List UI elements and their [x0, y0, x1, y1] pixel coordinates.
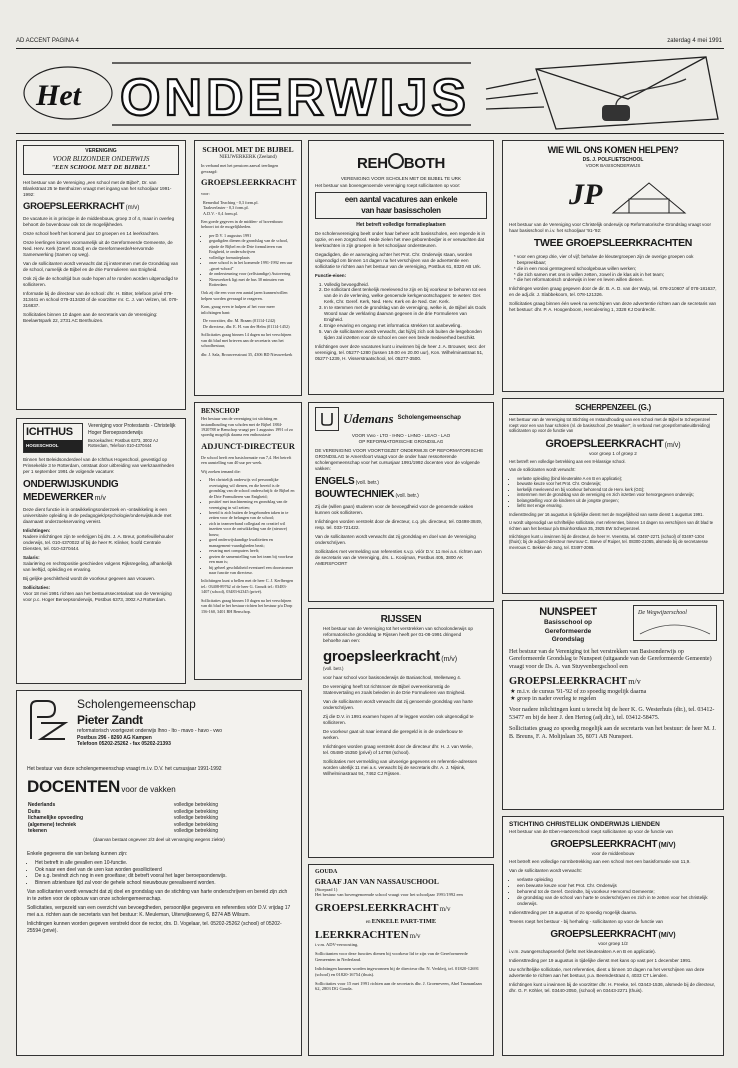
ad-scherpenzeel	[502, 398, 724, 594]
ad12-job2-suffix: m/v	[409, 932, 421, 941]
ad-benschop	[194, 402, 302, 680]
list-item: ★ groep in nader overleg te regelen	[517, 696, 717, 704]
list-item: • belangstelling voor de kinderen uit de jongste groepen;	[517, 498, 717, 503]
list-item: • Ook naar een deel van de uren kan worden gesolliciteerd	[35, 867, 291, 874]
ad5-sal-label: Salaris:	[23, 554, 40, 560]
list-item: • kerkelijk meelevend en bij voorkeur behorend tot de Herv. kerk (GG);	[517, 487, 717, 492]
ad3-text-3: Inlichtingen over deze vacatures kunt u inwinnen bij de heer J. A. Brouwer, secr. der vereniging, tel. 05277-1280 (tussen 19.00 en 20.00 uur), Kon. Wilhelminastraat 51, 05277-1239, H. Visserstraatschool, tel. 05277-3500.	[315, 344, 486, 362]
list-item: • gegadigden dienen de grondslag van de school, zijnde de Bijbel en de Drie formulieren van Enigheid, te onderschrijven	[209, 238, 295, 254]
ad13-text-1: Het betreft een volledige normbetrekking aan een school met een basisformatie van 11,9.	[509, 859, 691, 865]
ad1-job-title: GROEPSLEERKRACHT	[23, 200, 125, 212]
ad13-group: voor de middenbouw	[591, 851, 635, 857]
list-item: • bij geheel geschiktheid eventueel een doorstromer naar functie van directeur.	[209, 565, 295, 576]
school-building-icon	[609, 173, 689, 217]
list-item: • Het betreft in alle gevallen een 10-functie.	[35, 860, 291, 867]
list-item: • De s.g. bevindt zich nog in een groeifase; dit betreft vooral het lager beroepsonderwijs.	[35, 873, 291, 880]
ad5-text-2: Bij gelijke geschiktheid wordt de voorkeur gegeven aan vrouwen.	[23, 575, 156, 581]
list-item: * die in een mooi geïntegreerd schoolgebouw willen werken;	[517, 266, 717, 272]
ad10-text-5: De voorkeur gaat uit naar iemand die geregeld is in de onderbouw te werken.	[323, 728, 463, 740]
list-item: • per D.V. 1 augustus 1991	[209, 233, 295, 238]
ad9-vak-note: (daarvan bestaat ongeveer 2/3 deel uit vervanging wegens ziekte)	[93, 836, 225, 842]
ad-een-school-met-de-bijbel	[16, 140, 186, 410]
ad12-text-3: Inlichtingen kunnen worden ingewonnen bij de directeur dhr. N. Verkleij, tel. 01820-12691 (school) en 01820-16754 (thuis).	[315, 965, 480, 977]
ad13-text-8: Inlichtingen kunt u inwinnen bij de voorzitter dhr. H. Freeke, tel. 03443-1536, alsmede bij de directeur, dhr. G. F. Köhler, tel. 03440-2050, (school) en 03443-2271 (thuis).	[509, 981, 716, 993]
ad7-job2-suffix: (voll. betr.)	[395, 492, 419, 499]
ad2-vak-list	[201, 200, 295, 216]
list-item: • behorend tot de Geref. Gezindte, bij voorkeur Hervormd Gemeente;	[517, 889, 717, 895]
ad11-school3: Grondslag	[551, 636, 585, 644]
ad13-text-5: i.v.m. zwangerschapsverlof (liefst met kleuterakten A en B en applicatie).	[509, 949, 656, 955]
ad1-text-7: Sollicitaties binnen 10 dagen aan de secretaris van de Vereniging: Beelaertspark 22, 2731 AC Benthuizen.	[23, 311, 158, 323]
ad9-text-4: Inlichtingen kunnen worden gegeven verstrekt door de rector, drs. D. Vogelaar, tel. 05202-25262 (school) of 05202-25594 (privé).	[27, 921, 282, 934]
ad5-intro: Binnen het Beleidsonderdeel van de Ichthus Hogeschool, gevestigd op Prinsekelde 3 te Rotterdam, ontstaat door uitbreiding van werkzaamheden per 1 september 1991 de volgende vacature:	[23, 457, 175, 475]
ad5-job-suffix: m/v	[94, 495, 106, 503]
ad1-text-4: Van de sollicitanten wordt verwacht dat zij instemmen met de Grondslag van de school, namelijk de Bijbel en de drie Formulieren van Enigheid.	[23, 261, 179, 273]
list-item: 2. De sollicitant dient tenkelijk meelevend te zijn en bij voorkeur te behoren tot een van de in de verlening, welke genoemde kerkgenootschappen: te weten: Ger. Kerk, Chr. Geref. Kerk, Ned. Herv. Kerk en de Ned. Ger. Kerk.	[324, 287, 487, 305]
ad9-phone: Telefoon 05202-25262 - fax 05202-21393	[77, 741, 171, 748]
ad11-intro: Het bestuur van de Vereniging tot het verstrekken van Basisonderwijs op Gereformeerde Grondslag te Nunspeet (uitgaande van de Gereformeerde Gemeente) vraagt voor de Ds. A. van Stuyvenbergschool een	[509, 648, 712, 671]
ad5-org: ICHTHUS	[26, 426, 73, 438]
list-item: • zich in teamverband collegiaal en creatief wil inzetten voor de ontwikkeling van de (nieuwe) bouw;	[209, 521, 295, 537]
ad6-text-1: De school heeft een basisformatie van 7,4. Het betreft een aanstelling van 40 uur per week.	[201, 454, 292, 466]
ad6-text-2: Wij zoeken iemand die:	[201, 468, 241, 474]
ad9-bullets	[27, 860, 291, 886]
ad3-text-1: De scholenvereniging beelt onder haar beheer acht basisscholen, een regende is in opzie, en een zorgschool. Hede zielen het mee geborenbedjer is er verwachten dat leerkrachten in zijn groepen in het schooljaar ondersteunen.	[315, 230, 486, 248]
list-item: • gezien de samenstelling van het team bij voorkeur een man is;	[209, 554, 295, 565]
ad13-group2: voor groep 1/2	[598, 941, 628, 947]
envelope-icon	[486, 57, 718, 129]
list-item: • de grondslag van de school van harte te onderschrijven en zich in te zetten voor het christelijk onderwijs.	[517, 895, 717, 907]
ad2-contacts	[201, 318, 295, 329]
list-item: A.D.V. - 0,4 form.pl.	[203, 210, 238, 216]
ad8-group: voor groep 1 of groep 2	[589, 451, 637, 457]
ad13-job-suffix: (M/V)	[658, 842, 676, 850]
ad6-intro: Het bestuur van de vereniging tot stichting en instandhouding van scholen met de Bijbel 1884-1920788 te Benschop vraagt per 1 augustus 1991 of zo spoedig mogelijk daarna een enthousiaste	[201, 416, 293, 438]
ad-lienden	[502, 816, 724, 1056]
ad10-title: RIJSSEN	[380, 614, 422, 625]
ad1-text-6: Informatie bij de directeur van de school: dhr. H. Bitter, telefoon privé 079-313441 en school 079-313430 of de voorzitter mr. C. J. van Velzen, tel. 079-316837.	[23, 290, 179, 308]
ad-rijssen	[308, 608, 494, 858]
ad4-logo-text: JP	[569, 178, 603, 212]
ad9-address: Postbus 296 - 8260 AG Kampen	[77, 734, 152, 741]
ad12-sub: (Stoeprad 1)	[315, 886, 338, 892]
table-row: (algemene) techniek volledige betrekking	[28, 821, 219, 828]
ad12-job1: GROEPSLEERKRACHT	[315, 902, 439, 915]
list-item: • liefst met enige ervaring.	[517, 503, 717, 508]
ad5-text-1: Deze dient functie is in ontwikkelingsonderzoek en -ontwikkeling is een universitaire opleiding in de pedagogiek/psychologie/onderwijskunde met daarnaast onderzoekservaring vereist.	[23, 507, 172, 524]
ad8-text-5: Inlichtingen kunt u inwinnen bij de directeur, de heer H. Veenstra, tel. 03497-2271 (school) of 03497-1304 (thuis); bij de adjunct-directeur mevrouw C. Boeve of Ruiper, tel. 08300-21065, alsmede bij de secretaresse mevrouw C. Bekker-de Jong, tel. 03497-2086.	[509, 534, 709, 550]
ad13-intro: Het bestuur van de Eben-Haëzerschool roept sollicitanten op voor de functie van	[509, 829, 673, 835]
ad3-eisen-list	[315, 282, 487, 342]
ad7-logo-text: Udemans	[343, 410, 394, 426]
list-item: De voorzitter, dhr. M. Braam (01114-1242)	[203, 318, 276, 324]
list-item: • een bewuste keuze voor het Prot. Chr. Onderwijs	[517, 883, 717, 889]
ad12-text-4: Sollicitaties voor 15 mei 1991 richten aan de secretaris dhr. J. Groeneveen, Abel Tasmanlaan 62, 2803 DG Gouda.	[315, 980, 482, 992]
list-item: ★ m.i.v. de cursus '91-'92 of zo spoedig mogelijk daarna	[517, 689, 717, 697]
ad5-org-desc: Vereniging voor Protestants - Christelijk Hoger Beroepsonderwijs	[88, 423, 176, 436]
ad3-headline-box	[315, 192, 487, 219]
ad2-place: NIEUWERKERK (Zeeland)	[219, 154, 277, 160]
ad8-job-suffix: (m/v)	[664, 441, 681, 449]
list-item: • positief met inachtneming en grondslag van de vereniging in wil zetten;	[209, 499, 295, 510]
ad9-job-suffix: voor de vakken	[121, 785, 176, 795]
list-item: Remedial Teaching - 0,3 form.pl.	[203, 199, 259, 205]
ad3-logo	[315, 153, 487, 174]
ad11-job-suffix: m/v	[628, 677, 641, 686]
onderwijs-banner	[16, 48, 724, 134]
ad1-logo-line1: VERENIGING	[85, 148, 117, 154]
list-item: De directeur, dhr. E. H. van der Helm (01114-1452)	[203, 323, 290, 329]
ad11-job-title: GROEPSLEERKRACHT	[509, 676, 627, 687]
ad2-vak-label: voor:	[201, 191, 210, 197]
ad13-job-title: GROEPSLEERKRACHT	[550, 839, 658, 851]
ad3-headline-2: van haar basisscholen	[361, 205, 441, 215]
ad8-title: SCHERPENZEEL (G.)	[509, 403, 717, 415]
list-item: • instemmen met de grondslag van de vereniging en zich inzetten voor hervorgegeven onderwijs;	[517, 492, 717, 497]
ad11-logo	[633, 605, 717, 641]
list-item: * die het reformatorisch onderwijs in leer en leven willen dienen.	[517, 277, 717, 283]
ad7-name: Scholengemeenschap	[397, 415, 461, 422]
ad2-job-title: GROEPSLEERKRACHT	[201, 177, 297, 188]
ad7-job1: ENGELS	[315, 475, 355, 487]
ad1-text-5: Ook zij die de schooltijd bun oude hopen af te ronden worden uitgenodigd te solliciteren.	[23, 276, 179, 287]
ad4-school-sub: VOOR BASISONDERWIJS	[585, 163, 641, 169]
page-header	[16, 38, 722, 44]
ad3-logo-circle-icon	[388, 153, 404, 169]
list-item: 1. Volledig bevoegdheid.	[324, 282, 487, 288]
ad12-text-2: Sollicitanten voor deze functies dienen bij voorkeur lid te zijn van de Gereformeerde Gemeenten in Nederland.	[315, 951, 468, 963]
ad10-text-2: De vereniging heeft tot richtsnoer de Bijbel overeenkomstig de Statenvertaling en zoals beleden in de Drie Formulieren van Enigheid.	[323, 684, 466, 696]
list-item: • Nieuwerkerk ligt met de bus 30 minuten van Rotterdam	[209, 277, 295, 288]
list-item: * die zich samen met ons in willen zetten, zowel in de klas als in het team;	[517, 272, 717, 278]
ad8-text-2: Van de sollicitanten wordt verwacht:	[509, 467, 576, 473]
ad13-text-2: Van de sollicitanten wordt verwacht:	[509, 868, 582, 874]
ad7-text-4: Sollicitaties met vermelding van referenties s.v.p. vóór D.V. 11 mei a.s. richten aan de secretaris van de Vereniging, drs. L. Kooijman, Postbus 405, 3800 AK AMERSFOORT	[315, 548, 482, 566]
ad8-text-1: Het betreft een volledige betrekking aan een 8-klassige school.	[509, 459, 626, 465]
ad10-job-title: groepsleerkracht	[323, 647, 440, 665]
ad2-text-4: Sollicitaties graag binnen 14 dagen na het verschijnen van dit blad met brieven aan de secretaris van het schoolbestuur,	[201, 332, 292, 349]
list-item: • ervaring met computers heeft;	[209, 548, 295, 553]
ad13-text-4: Tevens roept het bestuur - bij herhaling - sollicitanten op voor de functie van	[509, 919, 663, 925]
table-row: Nederlands volledige betrekking	[28, 802, 219, 809]
ad-pieter-zandt	[16, 690, 302, 1056]
ad7-logo-icon	[315, 407, 339, 431]
ad8-intro: Het bestuur van de Vereniging tot Stichting en Instandhouding van een school met de Bijbel te Scherpenzeel roept voor een van haar scholen (nl. de basisschool „De Maaiker", in verband met groepsformatieuitbreiding) sollicitanten op voor de functie van	[509, 417, 711, 434]
ad10-job-suffix: (m/v)	[441, 655, 458, 663]
ad2-text-3: Kom, graag even te hulpen af het voor meer inlichtingen bant:	[201, 304, 275, 315]
ad3-functie-label: Functie-eisen:	[315, 272, 347, 278]
ad13-job2-title: GROEPSLEERKRACHT	[550, 929, 658, 941]
ad11-header	[509, 605, 717, 645]
ad13-text-6: Indiensttreding per 19 augustus in tijdelijke dienst met kans op vast per 1 december 1991.	[509, 958, 692, 964]
ad2-text-2: Ook zij die een voor een aantal jaren kunnen/willen helpen worden gevraagd te reageren.	[201, 290, 288, 301]
ad9-job-title: DOCENTEN	[27, 777, 120, 797]
ad11-school1: Basisschool op	[543, 619, 593, 627]
ad12-mid: ENKELE PART-TIME	[371, 917, 437, 925]
ad11-text-1: Voor nadere inlichtingen kunt u terecht bij de heer K. G. Westerhuis (dir.), tel. 03412-53477 en bij de heer J. den Hertog (adj.dir.), tel. 03412-58475.	[509, 707, 715, 722]
ad4-job-title: TWEE GROEPSLEERKRACHTEN	[533, 236, 693, 249]
ad1-logo-line3: "EEN SCHOOL MET DE BIJBEL"	[51, 163, 151, 171]
banner-graphic	[16, 49, 724, 133]
ad8-bullets	[509, 476, 717, 509]
ad7-text-3: Van de sollicitanten wordt verwacht dat zij grondslag en doel van de Vereniging onderschrijven.	[315, 533, 476, 545]
ad4-school: DS. J. POLFLIETSCHOOL	[582, 156, 644, 163]
ad2-intro: In verband met het pensioen aanval teerlingen gevraagd:	[201, 163, 279, 174]
ad12-title: GRAAF JAN VAN NASSAUSCHOOL	[315, 876, 439, 886]
ad10-intro: Het bestuur van de Vereniging tot het verstrekken van schoolonderwijs op reformatorische grondslag te Rijssen heeft per 01-08-1991 dringend behoefte aan een:	[323, 626, 473, 643]
ad7-sub2: OP REFORMATORISCHE GRONDSLAG	[358, 438, 444, 444]
ad13-job2-suffix: (M/V)	[658, 932, 676, 940]
ad12-job2: LEERKRACHTEN	[315, 929, 409, 942]
ad1-text-2: Onze school heeft het komend jaar 10 groepen en 14 leerkrachten.	[23, 231, 160, 237]
ad3-text-2: Gegadigden, die er aanvraging achter het Prot. Chr. Onderwijs staan, worden uitgenodigd om binnen 14 dagen na het verschijnen van de advertentie een sollicitatie te richten aan het bestuur van de vereniging, Postbus 61, 8320 AB Urk.	[315, 251, 481, 269]
ad-nieuwerkerk	[194, 140, 302, 396]
ad10-voll: (voll. betr.)	[323, 666, 344, 672]
banner-title: ONDERWIJS	[120, 69, 470, 127]
list-item: 5. Van de sollicitanten wordt verwacht, dat hij/zij zich ook buiten de lesgebonden tijden zal inzetten voor de school en over een brede medeverhed beschikt.	[324, 329, 487, 341]
ad10-text-7: Sollicitaties met vermelding van uitvoerige gegevens en referentie-adressen worden uiterlijk 11 mei a.s. verwacht bij de secretaris dhr. A. J. Nijsink, Wilhelminastraat 94, 7462 CJ Rijssen.	[323, 758, 478, 776]
ad3-name-right: BOTH	[403, 155, 446, 172]
ad9-desc: reformatorisch voortgezet onderwijs lhno - lto - mavo - havo - vwo	[77, 728, 223, 735]
list-item: • volledige formatieplaats	[209, 255, 295, 260]
page-header-left: AD ACCENT PAGINA 4	[16, 38, 79, 44]
ad3-intro: Het bestuur van bovengenoemde vereniging roept sollicitanten op voor:	[315, 183, 461, 189]
banner-het: Het	[36, 79, 81, 112]
ad3-name-left: REH	[356, 155, 388, 172]
ad3-org: VERENIGING VOOR SCHOLEN MET DE BIJBEL TE URK	[340, 175, 462, 181]
ad-polflietschool	[502, 140, 724, 392]
ad3-headline-1: een aantal vacatures aan enkele	[344, 195, 458, 205]
list-item: • bereid is zich buiten de lesgebonden taken in te zetten voor de belangen van de school;	[209, 510, 295, 521]
ad5-sol-text: Voor 18 mei 1991 richten aan het bestuurssecretariaat van de Vereniging voor p.c. Hoger Beroepsonderwijs, Postbus 6373, 3002 AJ Rotterdam.	[23, 590, 172, 602]
ad5-school-line: HOGESCHOOL	[24, 440, 82, 452]
ad10-text-1: voor haar school voor basisonderwijs de Baniaschool, Wellesweg 4.	[323, 675, 462, 681]
ad1-intro: Het bestuur van de Vereniging „een school met de Bijbel", Dr. van Blankstraat 25 te Benthuizen vraagt met ingang van het schooljaar 1991-1992:	[23, 180, 172, 197]
ad9-text-1: Enkele gegevens die van belang kunnen zijn:	[27, 850, 128, 857]
ad10-text-6: Inlichtingen worden graag verstrekt door de directeur dhr. H. J. van Welie, tel. 05480-15350 (privé) of 14768 (school).	[323, 743, 473, 755]
list-item: 3. In te stemmen met de grondslag van de vereniging, welke is, de Bijbel als Gods Woord naar de verklaring daarvan gegeven in de drie Formulieren van Enigheid.	[324, 305, 487, 323]
ad8-text-4: U wordt uitgenodigd uw schriftelijke sollicitatie, met referenties, binnen 14 dagen na verschijnen van dit blad te richten aan het bestuur p/a Bruinhorstlaan 35, 3925 EW Scherpenzeel.	[509, 520, 714, 531]
list-item: • goed onderwijskundige kwaliteiten en management-vaardigheden bezit;	[209, 537, 295, 548]
ad6-job-title: ADJUNCT-DIRECTEUR	[201, 440, 295, 451]
ad5-address: Bezoekadres: Postbus 6373, 3002 AJ Rotterdam, Telefoon 010-4370444	[88, 438, 158, 449]
list-item: • Het christelijk onderwijs vol persoonlijke overtuiging wil dienen, en die bereid is de grondslag van de school onderschrijft: de Bijbel en de Drie Formulieren van Enigheid;	[209, 477, 295, 499]
ad7-header	[315, 407, 487, 431]
list-item: 4. Enige ervaring en ongang met informatica strekken tot aanbeveling.	[324, 323, 487, 329]
list-item: * voor een groep drie, vier of vijf; behalve de kleutergroepen zijn de overige groepen ook bespreekbaar;	[517, 254, 717, 266]
ad-nunspeet	[502, 600, 724, 810]
list-item: • Binnen afzienbare tijd zal voor de gehele school nieuwbouw gerealiseerd worden.	[35, 880, 291, 887]
ad4-title: WIE WIL ONS KOMEN HELPEN?	[547, 145, 679, 155]
ad7-job2: BOUWTECHNIEK	[315, 488, 395, 500]
list-item: • onze school is in het komende 1991-1992 een uur „groei-school"	[209, 260, 295, 271]
ad2-bullets	[201, 233, 295, 288]
ad6-text-4: Sollicitaties graag binnen 10 dagen na het verschijnen van dit blad te het bestuur richten het bestuur p/a Dorp 156-160, 3401 BH Benschop.	[201, 597, 293, 614]
ad1-logo	[23, 145, 179, 175]
ad5-inl-label: Inlichtingen:	[23, 527, 51, 533]
ad4-intro: Het bestuur van de Vereniging voor Christelijk onderwijs op Reformatorische Grondslag vraagt voor haar basisschool m.i.v. het schooljaar '91-'92:	[509, 222, 711, 233]
ad9-name1: Scholengemeenschap	[77, 697, 196, 711]
ad-ichthus	[16, 418, 186, 684]
ad-rehoboth	[308, 140, 494, 395]
ad7-text-1: Zij die (willen gaan) studeren voor de bevoegdheid voor de genoemde vakken kunnen ook solliciteren.	[315, 503, 474, 515]
ad3-sub: Het betreft volledige formatieplaatsen	[356, 222, 446, 229]
ad5-job-line1: ONDERWIJSKUNDIG	[23, 479, 119, 491]
ad5-sol-label: Sollicitaties:	[23, 584, 51, 590]
ad6-bullets	[201, 477, 295, 575]
table-row: tekenen volledige betrekking	[28, 828, 219, 835]
ad13-bullets	[509, 877, 717, 907]
ad1-logo-line2: VOOR BIJZONDER ONDERWIJS	[52, 154, 150, 163]
list-item: • verlaste opleiding	[517, 877, 717, 883]
ad-gouda	[308, 864, 494, 1056]
ad4-text-1: Inlichtingen worden graag gegeven door de dir. B. A. D. van der Wulp, tel. 078-210607 of 078-181637, en de adj.dir. J. Slabbekoorn, tel. 078-121326.	[509, 286, 717, 298]
ad6-text-3: Inlichtingen kunt u bellen met de heer C. J. Kerlbergen tel.: 03408-89762 of de heer G. Groudt tel.: 03483-1407 (school), 03483-62345 (privé).	[201, 578, 294, 595]
ad5-inl-text: Nadere inlichtingen zijn te verkrijgen bij drs. J. A. Breur, portefeuillehouder onderwijs, tel. 010-4370022 of bij de heer R. Klinker, hoofd Centrale Diensten, tel. 010-4370444.	[23, 533, 174, 551]
ad5-logo	[23, 423, 83, 453]
ad4-logo	[509, 173, 717, 219]
ad2-title: SCHOOL MET DE BIJBEL	[202, 145, 294, 154]
ad10-text-4: Zij die D.V. in 1991 examen hopen af te leggen worden ook uitgenodigd te solliciteren.	[323, 713, 474, 725]
ad1-text-3: Onze leerlingen komen voornamelijk uit de Gereformeerde Gemeente, de Ned. Herv. Kerk (Geref. Bond) en de Gereformeerde/Hervormde Samenwerking (Samen op weg).	[23, 240, 173, 258]
ad5-job-line2: MEDEWERKER	[23, 492, 94, 504]
table-row: Duits volledige betrekking	[28, 808, 219, 815]
ad1-text-1: De vacature is in principe in de middenbouw, groep 3 of 4, maar in overleg behoort de bovenbouw ook tot de mogelijkheden.	[23, 216, 175, 228]
ad7-job1-suffix: (voll. betr.)	[355, 479, 379, 486]
list-item: • de ondersteuning voor (zelfstandige) Autovering	[209, 271, 295, 276]
ad2-address: dhr. J. Sala, Brouwersstraat 35, 4306 BD Nieuwerkerk	[201, 351, 293, 357]
ad5-header	[23, 423, 179, 453]
ad11-text-2: Sollicitaties graag zo spoedig mogelijk aan de secretaris van het bestuur: de heer M. J. B. Breuns, F. A. Molijnlaan 35, 8071 AB Nunspeet.	[509, 725, 716, 740]
ad9-text-2: Van sollicitanten wordt verwacht dat zij doel en grondslag van de stichting van harte onderschrijven en bereid zijn zich in te zetten voor de opbouw van onze scholengemeenschap.	[27, 889, 288, 902]
ad9-name2: Pieter Zandt	[77, 712, 143, 727]
ad12-text-1: i.v.m. ADV-verroosting.	[315, 942, 359, 948]
ad9-header	[27, 697, 291, 748]
table-row: lichamelijke opvoeding volledige betrekking	[28, 815, 219, 822]
list-item: • verlaste opleiding (bind kleuterakte A en B en applicatie);	[517, 476, 717, 481]
list-item: • bewuste keuze voor het Prot. Chr. Onderwijs;	[517, 481, 717, 486]
page-header-date: zaterdag 4 mei 1991	[667, 38, 722, 44]
ad9-logo-icon	[27, 697, 69, 743]
ad4-bullets	[509, 254, 717, 284]
ad7-sub: VOOR Vwo - LTO - IHNO - LHNO - LEAO - LAO	[351, 433, 451, 438]
ad11-school2: Gereformeerde	[544, 627, 592, 635]
ad6-place: BENSCHOP	[201, 407, 240, 415]
ad11-logo-text: De Wegwijzerschool	[638, 610, 687, 616]
ad10-text-3: Van de sollicitanten wordt verwacht dat zij genoemde grondslag van harte onderschrijven.	[323, 699, 473, 710]
ad1-job-suffix: (m/v)	[125, 204, 140, 211]
ad9-vakken-table	[27, 802, 291, 835]
ad11-place: NUNSPEET	[539, 606, 597, 618]
list-item: Taakverlaster - 0,3 form.pl.	[203, 205, 249, 211]
ad5-sal-text: Salariëring en rechtspositie geschieden volgens Rijksregeling, afhankelijk van leeftijd, opleiding en ervaring.	[23, 560, 173, 572]
phone-icon	[602, 79, 686, 121]
ad12-en: en	[365, 919, 371, 925]
ad-udemans	[308, 402, 494, 602]
ad13-text-7: Uw schriftelijke sollicitatie, met referenties, dient u binnen 10 dagen na het verschijnen van deze advertentie te richten aan het bestuur, p.a. Beemdestraat 4, 4033 CT Lienden.	[509, 967, 705, 978]
ad8-job-title: GROEPSLEERKRACHT	[545, 437, 664, 450]
ad7-intro: DE VERENIGING VOOR VOORTGEZET ONDERWIJS OP REFORMATORISCHE GRONDSLAG te Amersfoort vraagt voor de onder haar ressorterende scholengemeenschap voor het cursusjaar 1991/1992 docenten voor de volgende vakken:	[315, 447, 484, 471]
ad13-text-3: Indiensttreding per 19 augustus of zo spoedig mogelijk daarna.	[509, 910, 637, 916]
ad13-title: STICHTING CHRISTELIJK ONDERWIJS LIENDEN	[509, 821, 660, 828]
ad7-text-2: Inlichtingen worden verstrekt door de directeur, c.q. plv. directeur, tel. 03498-3849, resp. tel. 033-721422.	[315, 518, 482, 530]
ad2-text-1: Een goede gegeven in de midden- of bovenbouw behoort tot de mogelijkheden.	[201, 219, 283, 230]
ad9-text-3: Sollicitaties, vergezeld van een overzicht van bevoegdheden, persoonlijke gegevens en referenties vóór D.V. vrijdag 17 mei a.s. richten aan de secretaris van het bestuur: K. Meuleman, Uiterwijkseweg 6, 8274 AB Wilsum.	[27, 905, 291, 918]
ad11-bullets	[509, 689, 717, 705]
ad12-city: GOUDA	[315, 869, 338, 875]
ad12-intro: Het bestuur van bovengenoemde school vraagt voor het schooljaar 1991/1992 een	[315, 892, 463, 898]
ad9-intro: Het bestuur van deze scholengemeenschap vraagt m.i.v. D.V. het cursusjaar 1991-1992	[27, 765, 222, 772]
ad4-text-2: Sollicitaties graag binnen één week na verschijnen van deze advertentie richten aan de secretaris van het bestuur: dhr. P. A. Hoogenboom, Herculesring 1, 3328 KJ Dordrecht.	[509, 301, 717, 313]
ad8-text-3: Indiensttreding per 16 augustus in tijdelijke dienst met de mogelijkheid van vaste dienst 1 augustus 1991.	[509, 511, 704, 517]
ad12-job1-suffix: m/v	[439, 905, 451, 914]
